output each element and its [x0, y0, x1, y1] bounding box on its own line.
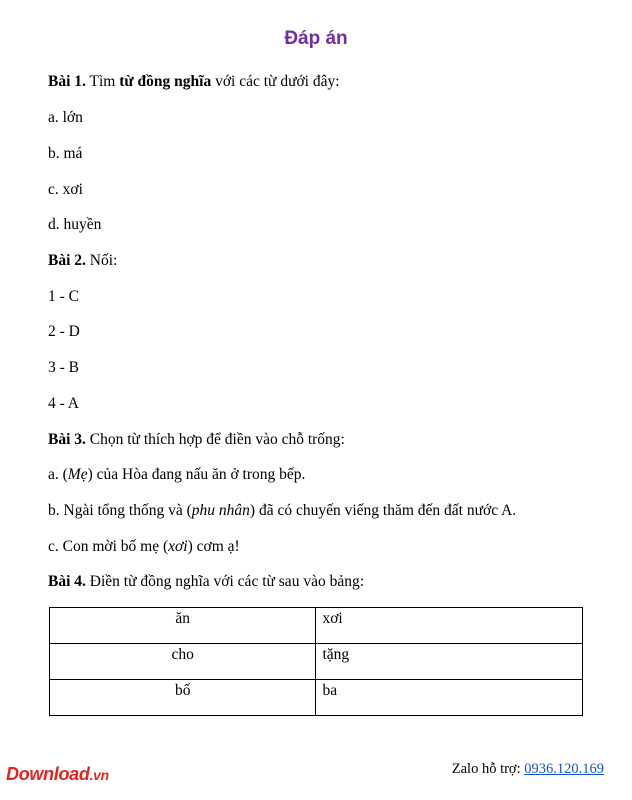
exercise-1-answer-a: a. lớn — [48, 109, 83, 126]
exercise-3-a-pre: a. ( — [48, 466, 68, 483]
exercise-4-text: Điền từ đồng nghĩa với các từ sau vào bảng: — [85, 573, 365, 590]
exercise-3-b-pre: b. Ngài tổng thống và ( — [48, 502, 192, 519]
synonym-table — [49, 607, 583, 716]
exercise-3-heading — [48, 430, 345, 450]
page-title: Đáp án — [284, 28, 348, 49]
exercise-1-answer-c: c. xơi — [48, 181, 83, 198]
table-cell-synonym: ba — [316, 680, 583, 716]
exercise-2-answer-2: 2 - D — [48, 323, 80, 340]
exercise-3-b-post: ) đã có chuyến viếng thăm đến đất nước A. — [249, 502, 517, 519]
exercise-2-heading — [48, 251, 117, 271]
exercise-2-answer-4: 4 - A — [48, 395, 79, 412]
exercise-2-answer-3: 3 - B — [48, 359, 79, 376]
table-cell-word: ăn — [50, 608, 316, 644]
table-row — [50, 680, 583, 716]
exercise-4-heading — [48, 572, 364, 592]
exercise-2-answer-1: 1 - C — [48, 288, 79, 305]
exercise-3-c-pre: c. Con mời bố mẹ ( — [48, 538, 169, 555]
exercise-1-text-pre: Tìm — [85, 73, 120, 90]
exercise-1-label: Bài 1. — [48, 73, 86, 90]
exercise-3-a-post: ) của Hòa đang nấu ăn ở trong bếp. — [87, 466, 306, 483]
support-phone-link[interactable]: 0936.120.169 — [524, 761, 604, 777]
exercise-3-c-word: xơi — [168, 538, 188, 555]
exercise-3-a-word: Mẹ — [67, 466, 88, 483]
table-row — [50, 608, 583, 644]
exercise-3-answer-a — [48, 465, 305, 485]
exercise-1-answer-b: b. má — [48, 145, 83, 162]
exercise-2-label: Bài 2. — [48, 252, 86, 269]
logo-suffix-text: .vn — [89, 767, 109, 783]
exercise-3-b-word: phu nhân — [191, 502, 250, 519]
logo-main-text: Download — [6, 764, 90, 784]
table-cell-synonym: tặng — [316, 644, 583, 680]
exercise-1-text-post: với các từ dưới đây: — [211, 73, 340, 90]
table-cell-synonym: xơi — [316, 608, 583, 644]
exercise-3-text: Chọn từ thích hợp để điền vào chỗ trống: — [85, 431, 345, 448]
exercise-4-label: Bài 4. — [48, 573, 86, 590]
exercise-1-text-bold: từ đồng nghĩa — [119, 73, 212, 90]
exercise-1-answer-d: d. huyền — [48, 216, 102, 233]
support-contact — [452, 761, 604, 778]
support-label: Zalo hỗ trợ: — [451, 761, 525, 777]
download-vn-logo — [6, 764, 109, 785]
exercise-3-answer-b — [48, 501, 516, 521]
exercise-3-answer-c — [48, 537, 240, 557]
exercise-3-c-post: ) cơm ạ! — [187, 538, 240, 555]
table-cell-word: cho — [50, 644, 316, 680]
table-row — [50, 644, 583, 680]
table-cell-word: bố — [50, 680, 316, 716]
exercise-1-heading — [48, 72, 340, 92]
exercise-3-label: Bài 3. — [48, 431, 86, 448]
exercise-2-text: Nối: — [85, 252, 118, 269]
